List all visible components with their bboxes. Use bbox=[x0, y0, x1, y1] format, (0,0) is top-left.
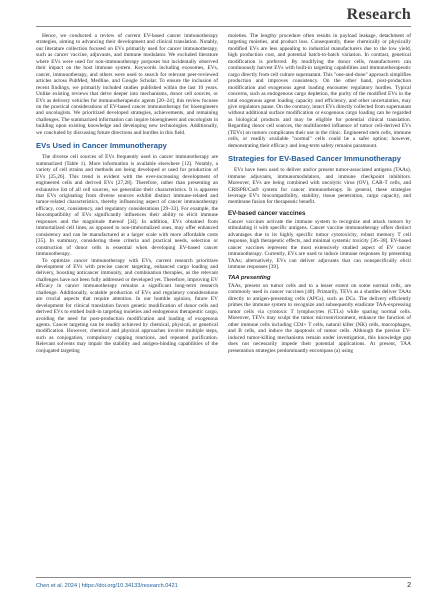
page-number: 2 bbox=[407, 582, 411, 589]
body-paragraph: TAAs, present on tumor cells and to a lesser extent on some normal cells, are commonly used in cancer vaccines [40]. Primarily, TEVs as a shuttles deliver TAAs directly to antigen-presenting cells (APCs), such as DCs. The delivery efficiently primes the immune system to recognize and subsequently eradicate TAA-expressing tumor cells via cytotoxic T lymphocytes (CTLs) while sparing normal cells. Moreover, TEVs may sculpt the tumor microenvironment, enhance the function of other immune cells including CD4+ T cells, natural killer (NK) cells, macrophages, and B cells, and induce the apoptosis of tumor cells. Although the precise EV-induced tumor-killing mechanisms remain under investigation, this knowledge gap does not necessarily impede their potential applications. At present, TAA presentation strategies predominantly encompass (a) using bbox=[228, 283, 411, 354]
header-rule bbox=[36, 26, 411, 27]
body-paragraph: moieties. The lengthy procedure often results in payload leakage, detachment of targeting moieties, and product loss. Consequently, these chemically or physically modified EVs are less appealing to industrial manufacturers due to the low yield, high production cost, and potential batch-to-batch variation. In contrast, genetical modification is preferred. By modifying the donor cells, manufacturers can continuously harvest EVs with built-in targeting capabilities and immunotherapeutic cargo directly from cell culture supernatant. This "one-and-done" approach simplifies production and improves consistency. On the other hand, post-production modification and exogenous agent loading encounter regulatory hurdles. Typical concerns, such as endogenous cargo depletion, the purity of the modified EVs in the total exogenous agent loading capacity and efficiency, and other uncertainties, may give regulators pause. On the contrary, intact EVs directly collected from supernatant without additional surface modification or exogenous cargo loading can be regarded as biological products and may be eligible for potential clinical translation. Regarding donor cell sources, the multifaceted influence of tumor cell-derived EVs (TEVs) on tumors complicates their use in the clinic. Engineered stem cells, immune cells, or readily available "normal" cells could be a safer option; however, demonstrating their efficacy and long-term safety remains paramount. bbox=[228, 33, 411, 149]
journal-name: Research bbox=[346, 6, 411, 23]
subsection-heading-vaccines: EV-based cancer vaccines bbox=[228, 209, 306, 217]
body-paragraph: Cancer vaccines activate the immune system to recognize and attack tumors by stimulating it with specific antigens. Cancer vaccine immunotherapy offers distinct advantages due to its highly specific tumor cytotoxicity, robust memory T cell response, high therapeutic effects, and minimal systemic toxicity [36–38]. EV-based cancer vaccines represent the most extensively studied aspect of EV cancer immunotherapy. Currently, EVs are used to induce immune responses by presenting TAAs; alternatively, EVs can deliver adjuvants that can nonspecifically elicit immune responses [39]. bbox=[228, 218, 411, 271]
intro-paragraph: Hence, we conducted a review of current EV-based cancer immunotherapy strategies, aiming to advancing their development and clinical translation. Notably, our literature collection focused on EVs primarily used for cancer immunotherapy, such as cancer vaccine, adjuvants, and immune modulator. We excluded literature where EVs were used for non-immunotherapy purposes but incidentally observed their impact on the host immune system. Keywords including exosomes, EVs, cancer, immunotherapy, and others were used to search for relevant peer-reviewed articles across PubMed, Medline, and Google Scholar. To ensure the inclusion of recent findings, we primarily included studies published within the last 10 years. Unlike existing reviews that delve deeper into mechanisms, donor cell sources, or EVs as delivery vehicles for immunotherapeutic agents [20–24], this review focuses on the practical considerations of EV-based cancer immunotherapy for bioengineers and oncologists. We prioritized developed strategies, achievements, and remaining challenges. The summarized information can inspire bioengineers and oncologists in building upon existing knowledge and developing new technologies. Additionally, we concluded by discussing future directions and hurdles in this field. bbox=[36, 33, 218, 136]
section-heading-evs-used: EVs Used in Cancer Immunotherapy bbox=[36, 141, 167, 151]
right-column bbox=[228, 33, 411, 354]
body-paragraph: The diverse cell sources of EVs frequently used in cancer immunotherapy are summarized (Table 1). More information is available elsewhere [12]. Notably, a variety of cell strains and methods are being developed or used for production of EVs [25,26]. This trend is evident with the ever-increasing development of engineered cells and derived EVs [27,28]. Therefore, rather than presenting an exhaustive list of all cell sources, we generalize their characteristics. It is apparent that EVs originating from diverse sources exhibit distinct immune-related and tumor-related characteristics, thereby influencing aspect of cancer immunotherapy efficacy, cost, consistency, and regulatory considerations [29–33]. For example, the biocompatibility of EVs significantly influences their ability to elicit immune responses and the magnitude thereof [34]. In addition, EVs obtained from immortalized cell lines, as opposed to non-immortalized ones, may offer enhanced consistency and can be manufactured at a larger scale with more affordable costs [35]. In summary, considering these criteria and practical needs, selection or construction of donor cells is essential when developing EV-based cancer immunotherapy. bbox=[36, 154, 218, 258]
subsubsection-heading-taa: TAA presenting bbox=[228, 274, 271, 281]
body-paragraph: To optimize cancer immunotherapy with EVs, current research prioritizes development of EVs with precise cancer targeting, enhanced cargo loading and delivery, boosting anticancer immunity, and combination therapies, as the relevant challenges have not been fully addressed or developed yet. Therefore, improving EV efficacy in cancer immunotherapy remains a significant long-term research challenge. Additionally, scalable production of EVs and regulatory considerations are crucial aspects that require attention. In our humble opinion, future EV development for clinical translation favors genetic modification of donor cells and derived EVs to embed built-in targeting moieties and endogenous therapeutic cargo, avoiding the need for post-production modification and loading of exogenous agents. Cancer targeting can be readily achieved by chemical, physical, or genetical modification. However, chemical and physical approaches involve multiple steps, such as conjugation, compulsory capping reactions, and repeated purification. Relevant solvents may impair the stability and antigen-binding capabilities of the conjugated targeting bbox=[36, 257, 218, 354]
footer-rule bbox=[36, 577, 411, 578]
footer-citation-link[interactable]: Chen et al. 2024 | https://doi.org/10.34133/research.0421 bbox=[36, 583, 178, 589]
section-heading-strategies: Strategies for EV-Based Cancer Immunotherapy bbox=[228, 154, 402, 164]
body-paragraph: EVs have been used to deliver and/or present tumor-associated antigens (TAAs), immune adjuvants, immunomodulators, and immune checkpoint inhibitors. Moreover, EVs are being combined with oncolytic virus (OV), CAR-T cells, and CRISPR/Cas9 system for cancer immunotherapy. In general, these strategies leverage EV's biocompatibility, stability, tissue penetration, cargo capacity, and membrane fusion for therapeutic benefit. bbox=[228, 167, 411, 206]
left-column bbox=[36, 33, 218, 354]
